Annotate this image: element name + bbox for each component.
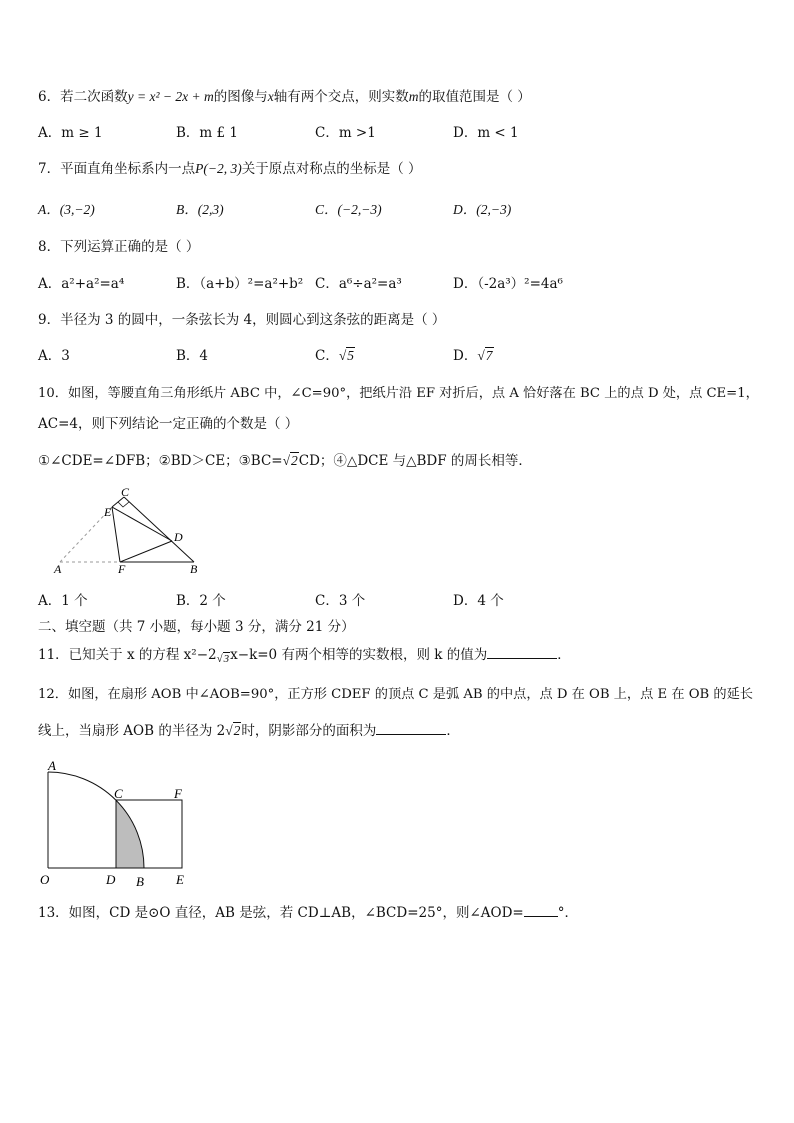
q6-stem-mid2: 轴有两个交点，则实数 bbox=[273, 89, 409, 105]
q7-option-b: B．(2,3) bbox=[176, 202, 224, 217]
q9-option-b: B．4 bbox=[176, 348, 209, 364]
section2-title: 二、填空题（共 7 小题，每小题 3 分，满分 21 分） bbox=[38, 619, 355, 635]
q10-label-c: C bbox=[121, 485, 130, 499]
q11-stem-mid: x−k=0 有两个相等的实数根，则 k 的值为 bbox=[230, 647, 488, 663]
q13-stem-post: °． bbox=[557, 905, 578, 921]
q9-option-a: A．3 bbox=[38, 348, 70, 364]
q10-label-e: E bbox=[104, 505, 112, 519]
q7-stem-post: 关于原点对称点的坐标是（ ） bbox=[241, 161, 422, 177]
q9-sqrt-d: √7 bbox=[477, 348, 493, 363]
q7-stem-pre: 7．平面直角坐标系内一点 bbox=[38, 161, 196, 177]
q12-label-c: C bbox=[114, 786, 123, 801]
q9-option-c bbox=[315, 347, 355, 365]
q9-option-d bbox=[453, 347, 494, 365]
q9-sqrt-c: √5 bbox=[338, 348, 355, 363]
q12-label-o: O bbox=[40, 872, 50, 887]
q10-label-a: A bbox=[54, 562, 62, 576]
q6-option-b: B．m £ 1 bbox=[176, 125, 238, 141]
q12-stem-pre: 线上，当扇形 AOB 的半径为 2 bbox=[38, 723, 226, 739]
q11-stem bbox=[38, 646, 571, 668]
q9-option-d-label: D． bbox=[453, 348, 478, 364]
q7-option-d: D．(2,−3) bbox=[453, 202, 512, 217]
q12-label-e: E bbox=[176, 872, 184, 887]
q11-answer-blank[interactable] bbox=[487, 646, 557, 659]
q6-stem-pre: 6．若二次函数 bbox=[38, 89, 128, 105]
q7-option-c: C．(−2,−3) bbox=[315, 202, 382, 217]
q6-stem-post: 的取值范围是（ ） bbox=[418, 89, 531, 105]
q10-label-b: B bbox=[190, 562, 198, 576]
q6-option-a: A．m ≥ 1 bbox=[38, 125, 103, 141]
q9-sqrt-c-radicand: 5 bbox=[347, 348, 355, 363]
q10-fold-line-ef bbox=[112, 507, 120, 562]
q12-label-d: D bbox=[106, 872, 116, 887]
q8-stem: 8．下列运算正确的是（ ） bbox=[38, 239, 200, 255]
q10-label-f: F bbox=[118, 562, 126, 576]
q10-sqrt-radicand: 2 bbox=[291, 453, 298, 468]
q12-shaded-region bbox=[116, 800, 144, 868]
q8-option-b: B．（a+b）²=a²+b² bbox=[176, 276, 304, 292]
q10-label-d: D bbox=[174, 530, 183, 544]
q12-sqrt-radicand: 2 bbox=[233, 723, 241, 738]
q12-stem-line1: 12．如图，在扇形 AOB 中∠AOB=90°，正方形 CDEF 的顶点 C 是弧 AB 的中点，点 D 在 OB 上，点 E 在 OB 的延长 bbox=[38, 687, 753, 702]
q9-sqrt-d-radicand: 7 bbox=[485, 348, 493, 363]
q10-edge-fd bbox=[120, 541, 172, 562]
q12-label-f: F bbox=[174, 786, 182, 801]
q10-statements bbox=[38, 452, 532, 470]
q10-option-b: B．2 个 bbox=[176, 593, 226, 609]
q12-label-b: B bbox=[136, 874, 144, 888]
q12-stem-mid: 时，阴影部分的面积为 bbox=[241, 723, 377, 739]
q12-sqrt: √2 bbox=[225, 723, 241, 738]
q11-sqrt-radicand: 3 bbox=[223, 653, 230, 665]
q13-stem-pre: 13．如图，CD 是⊙O 直径，AB 是弦，若 CD⊥AB，∠BCD=25°，则∠AOD= bbox=[38, 905, 524, 921]
q9-option-c-label: C． bbox=[315, 348, 339, 364]
q6-option-c: C．m >1 bbox=[315, 125, 376, 141]
q7-point: P(−2, 3) bbox=[195, 161, 242, 176]
q6-stem-mid: 的图像与 bbox=[213, 89, 268, 105]
q6-function: y = x² − 2x + m bbox=[127, 89, 214, 104]
q13-stem bbox=[38, 904, 578, 922]
q10-option-a: A．1 个 bbox=[38, 593, 88, 609]
q10-figure bbox=[50, 485, 206, 580]
q6-stem bbox=[38, 88, 531, 106]
q10-edge-ed bbox=[112, 507, 172, 541]
q10-stmt-pre: ①∠CDE=∠DFB；②BD＞CE；③BC= bbox=[38, 453, 283, 469]
q6-option-d: D．m < 1 bbox=[453, 125, 519, 141]
q7-option-a: A．(3,−2) bbox=[38, 202, 95, 217]
q8-option-a: A．a²+a²=a⁴ bbox=[38, 276, 125, 292]
q6-var: m bbox=[408, 89, 419, 104]
q11-sqrt: √3 bbox=[216, 653, 230, 665]
q10-sqrt: √2 bbox=[282, 453, 298, 468]
q12-label-a: A bbox=[48, 758, 56, 773]
q10-stem-line2: AC=4，则下列结论一定正确的个数是（ ） bbox=[38, 416, 299, 432]
q6-axis: x bbox=[267, 89, 274, 104]
q13-answer-blank[interactable] bbox=[524, 904, 558, 917]
q9-stem: 9．半径为 3 的圆中，一条弦长为 4，则圆心到这条弦的距离是（ ） bbox=[38, 312, 446, 328]
q10-edge-cb bbox=[124, 497, 194, 562]
q7-stem bbox=[38, 160, 422, 178]
q10-option-c: C．3 个 bbox=[315, 593, 366, 609]
q11-stem-pre: 11．已知关于 x 的方程 x²−2 bbox=[38, 647, 217, 663]
q12-stem-post: ． bbox=[446, 723, 460, 739]
q10-option-d: D．4 个 bbox=[453, 593, 504, 609]
q12-answer-blank[interactable] bbox=[376, 722, 446, 735]
q10-stmt-post: CD；④△DCE 与△BDF 的周长相等． bbox=[298, 453, 532, 469]
q10-right-angle-mark bbox=[118, 502, 129, 507]
q8-option-c: C．a⁶÷a²=a³ bbox=[315, 276, 402, 292]
q10-stem-line1: 10．如图，等腰直角三角形纸片 ABC 中，∠C=90°，把纸片沿 EF 对折后，点 A 恰好落在 BC 上的点 D 处，点 CE=1， bbox=[38, 386, 759, 401]
q12-stem-line2 bbox=[38, 722, 460, 740]
q8-option-d: D．（-2a³）²=4a⁶ bbox=[453, 276, 563, 292]
q12-figure bbox=[36, 756, 196, 888]
q11-stem-post: ． bbox=[557, 647, 571, 663]
